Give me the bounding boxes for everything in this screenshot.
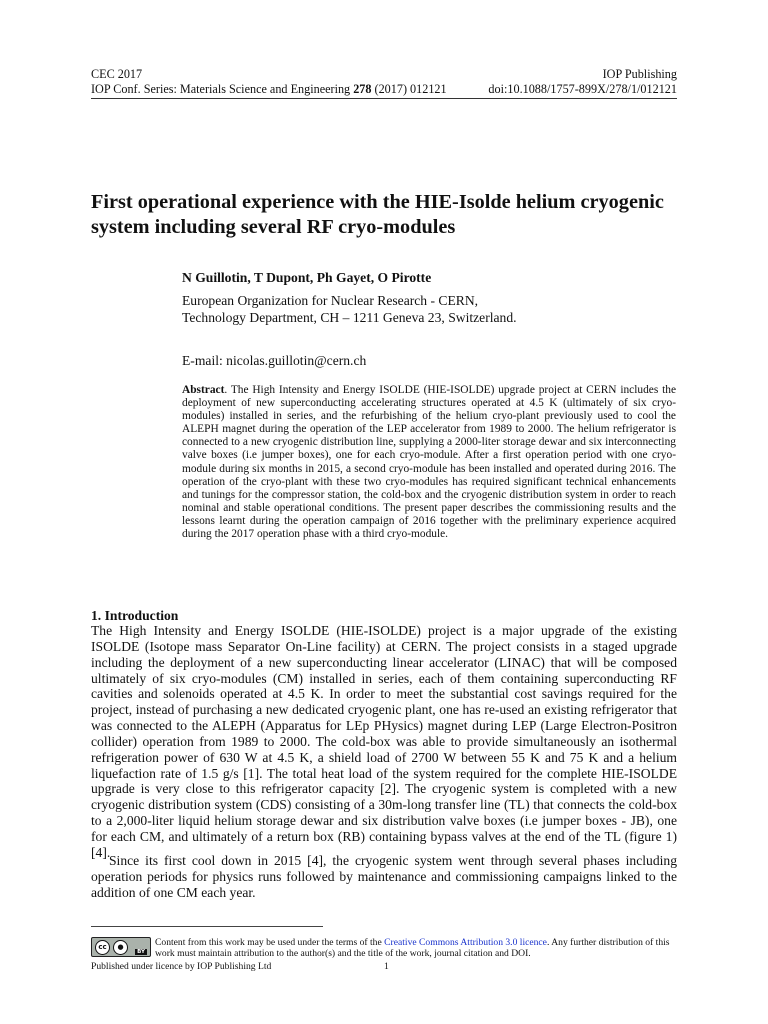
affiliation-line-2: Technology Department, CH – 1211 Geneva 23, Switzerland.: [182, 310, 517, 325]
creative-commons-icon: cc: [95, 940, 110, 955]
series-prefix: IOP Conf. Series: Materials Science and Engineering: [91, 82, 354, 96]
published-notice: Published under licence by IOP Publishing Ltd: [91, 961, 272, 972]
affiliation-line-1: European Organization for Nuclear Research - CERN,: [182, 293, 479, 308]
license-text-start: Content from this work may be used under the terms of the: [155, 937, 385, 948]
running-header-citation: [91, 82, 677, 96]
introduction-paragraph-2: Since its first cool down in 2015 [4], the cryogenic system went through several phases including operation periods for physics runs followed by maintenance and commissioning campaigns linked to the addition of one CM each year.: [91, 853, 677, 900]
license-notice: [155, 937, 677, 960]
page-number: 1: [384, 961, 389, 972]
contact-email: E-mail: nicolas.guillotin@cern.ch: [182, 353, 367, 368]
series-citation: [91, 82, 447, 96]
section-heading-introduction: 1. Introduction: [91, 608, 179, 623]
series-suffix: (2017) 012121: [371, 82, 447, 96]
attribution-icon: ●: [113, 940, 128, 955]
abstract: [182, 384, 676, 541]
license-link[interactable]: Creative Commons Attribution 3.0 licence: [384, 937, 547, 948]
affiliation: [182, 292, 517, 326]
introduction-paragraph-1: The High Intensity and Energy ISOLDE (HIE-ISOLDE) project is a major upgrade of the existing ISOLDE (Isotope mass Separator On-Line facility) at CERN. The project consists in a staged upgrade including the deployment of a new superconducting linear accelerator (LINAC) that will be composed ultimately of six cryo-modules (CM) installed in series, each of them containing superconducting RF cavities and solenoids operated at 4.5 K. In order to meet the substantial cost savings required for the project, instead of purchasing a new dedicated cryogenic plant, one has re-used an existing refrigerator that was connected to the ALEPH (Apparatus for LEp PHysics) magnet during LEP (Large Electron-Positron collider) operation from 1989 to 2000. The cold-box was able to provide simultaneously an isothermal refrigeration power of 630 W at 4.5 K, a shield load of 2700 W between 55 K and 75 K and a helium liquefaction rate of 1.5 g/s [1]. The total heat load of the system required for the complete HIE-ISOLDE upgrade is very close to this refrigerator capacity [2]. The cryogenic system is completed with a new cryogenic distribution system (CDS) consisting of a 30m-long transfer line (TL) that connects the cold-box to a 2,000-liter liquid helium storage dewar and six distribution valve boxes (i.e jumper boxes - JB), one for each CM, and ultimately of a return box (RB) containing bypass valves at the end of the TL (figure 1) [4].: [91, 623, 677, 860]
doi: doi:10.1088/1757-899X/278/1/012121: [488, 82, 677, 96]
footer-rule: [91, 926, 323, 927]
paper-title: First operational experience with the HIE-Isolde helium cryogenic system including several RF cryo-modules: [91, 191, 664, 238]
volume-number: 278: [353, 82, 372, 96]
publisher-name: IOP Publishing: [602, 67, 677, 81]
abstract-label: Abstract: [182, 384, 225, 396]
running-header-top: [91, 67, 677, 81]
license-text-end: . Any further distribution of this work must maintain attribution to the author(s) and the title of the work, journal citation and DOI.: [155, 937, 670, 960]
by-label: BY: [137, 949, 145, 955]
abstract-text: . The High Intensity and Energy ISOLDE (HIE-ISOLDE) upgrade project at CERN includes the deployment of new superconducting accelerating structures operated at 4.5 K (ultimately of six cryo-modules) installed in series, and the refurbishing of the helium cryo-plant previously used to cool the ALEPH magnet during the operation of the LEP accelerator from 1989 to 2000. The helium refrigerator is connected to a new cryogenic distribution line, supplying a 2000-liter storage dewar and six interconnecting valve boxes (i.e jumper boxes), one for each cryo-module. After a first operation period with one cryo-module during six months in 2015, a second cryo-module has been installed and operated during 2016. The operation of the cryo-plant with these two cryo-modules has required significant technical enhancements and tunings for the compressor station, the cold-box and the cryogenic distribution system in order to reach nominal and stable operational conditions. The present paper describes the commissioning results and the lessons learnt during the operation campaign of 2016 together with the preliminary experience acquired during the 2017 operation phase with a third cryo-module.: [182, 384, 676, 541]
header-rule: [91, 98, 677, 99]
author-list: N Guillotin, T Dupont, Ph Gayet, O Pirotte: [182, 270, 432, 285]
cc-by-license-badge[interactable]: [91, 937, 151, 957]
conference-name: CEC 2017: [91, 67, 143, 81]
